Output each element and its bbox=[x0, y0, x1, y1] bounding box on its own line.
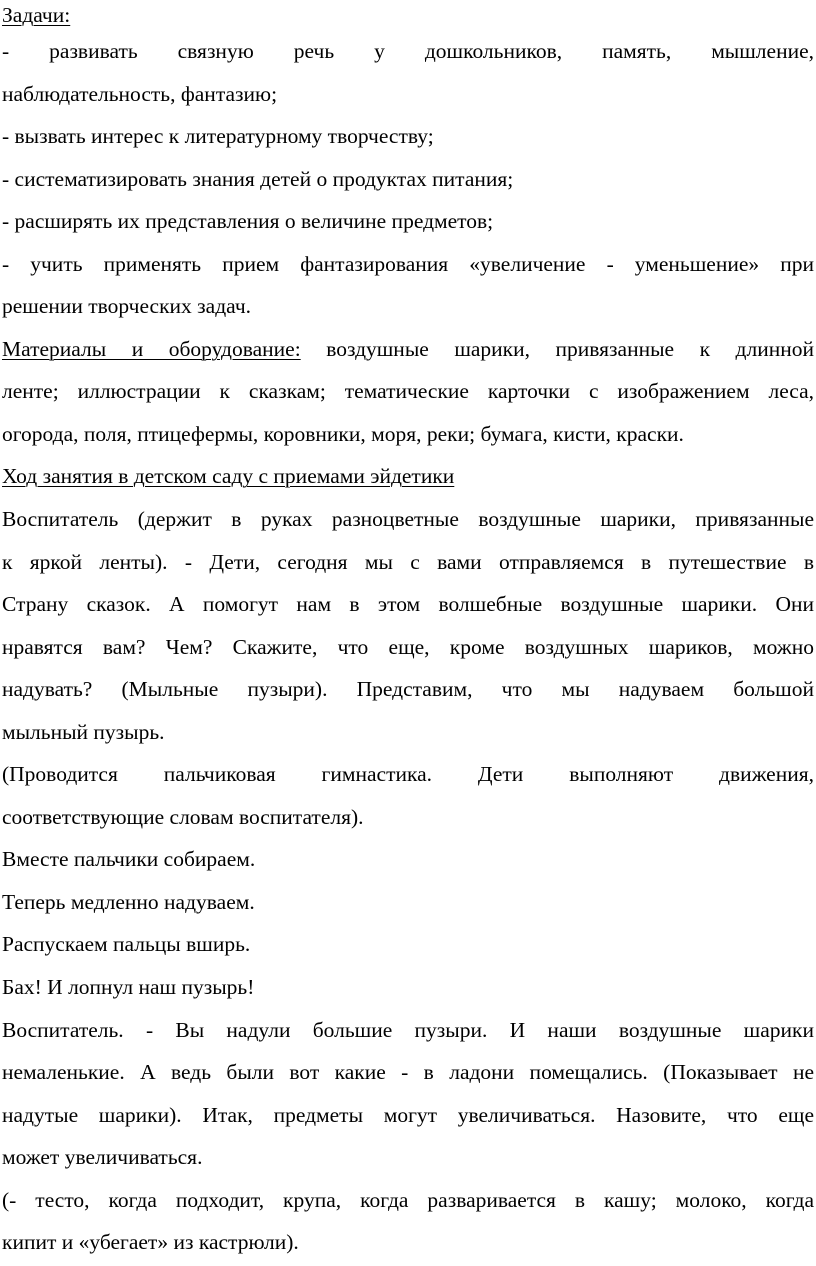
materials-label: Материалы и оборудование: bbox=[2, 336, 301, 361]
text-line: может увеличиваться. bbox=[2, 1145, 203, 1170]
poem-line: Распускаем пальцы вширь. bbox=[2, 932, 251, 957]
text-line: Воспитатель. - Вы надули большие пузыри. И наши воздушные шарики bbox=[2, 1017, 814, 1042]
text-line: Воспитатель (держит в руках разноцветные воздушные шарики, привязанные bbox=[2, 507, 814, 532]
text-line: надувать? (Мыльные пузыри). Представим, что мы надуваем большой bbox=[2, 677, 814, 702]
text-line: (- тесто, когда подходит, крупа, когда разваривается в кашу; молоко, когда bbox=[2, 1187, 814, 1212]
text-line: надутые шарики). Итак, предметы могут увеличиваться. Назовите, что еще bbox=[2, 1102, 814, 1127]
text-line: - развивать связную речь у дошкольников, память, мышление, bbox=[2, 39, 814, 63]
text-line: (Проводится пальчиковая гимнастика. Дети выполняют движения, bbox=[2, 762, 814, 787]
text-line: огорода, поля, птицефермы, коровники, моря, реки; бумага, кисти, краски. bbox=[2, 421, 684, 446]
text-line: соответствующие словам воспитателя). bbox=[2, 804, 364, 829]
text-line: решении творческих задач. bbox=[2, 294, 252, 319]
text-line: к яркой ленты). - Дети, сегодня мы с вами отправляемся в путешествие в bbox=[2, 549, 814, 574]
text-line: - вызвать интерес к литературному творчеству; bbox=[2, 124, 434, 149]
lesson-heading: Ход занятия в детском саду с приемами эйдетики bbox=[2, 464, 455, 489]
text-line: ленте; иллюстрации к сказкам; тематические карточки с изображением леса, bbox=[2, 379, 814, 404]
text-line: - учить применять прием фантазирования «увеличение - уменьшение» при bbox=[2, 251, 814, 276]
poem-line: Бах! И лопнул наш пузырь! bbox=[2, 975, 255, 1000]
text-line: немаленькие. А ведь были вот какие - в ладони помещались. (Показывает не bbox=[2, 1060, 814, 1085]
tasks-heading: Задачи: bbox=[2, 3, 71, 27]
text-line: наблюдательность, фантазию; bbox=[2, 81, 278, 106]
text-line: кипит и «убегает» из кастрюли). bbox=[2, 1230, 299, 1255]
materials-text: воздушные шарики, привязанные к длинной bbox=[300, 336, 814, 361]
poem-line: Вместе пальчики собираем. bbox=[2, 847, 256, 872]
text-line: нравятся вам? Чем? Скажите, что еще, кроме воздушных шариков, можно bbox=[2, 634, 814, 659]
text-line: мыльный пузырь. bbox=[2, 719, 165, 744]
materials-line bbox=[2, 328, 814, 371]
poem-line: Теперь медленно надуваем. bbox=[2, 889, 255, 914]
text-line: Страну сказок. А помогут нам в этом волшебные воздушные шарики. Они bbox=[2, 592, 814, 617]
text-line: - систематизировать знания детей о продуктах питания; bbox=[2, 166, 514, 191]
text-line: - расширять их представления о величине предметов; bbox=[2, 209, 494, 234]
